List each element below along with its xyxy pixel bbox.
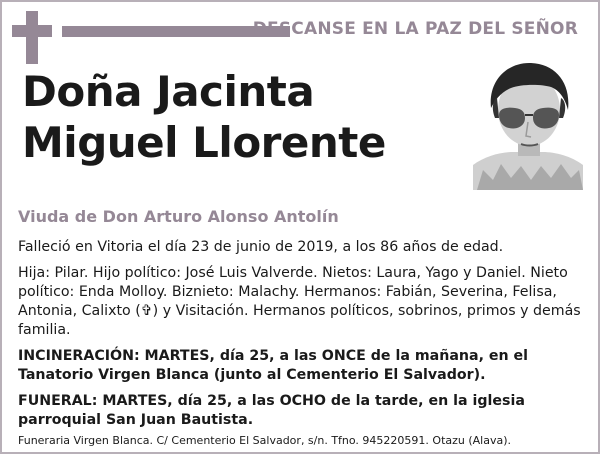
latin-cross-icon: ✞ <box>140 303 153 319</box>
portrait-photo <box>473 60 583 190</box>
funeral-notice: FUNERAL: MARTES, día 25, a las OCHO de la tarde, en la iglesia parroquial San Juan Bautista. <box>18 393 525 428</box>
header-title: DESCANSE EN LA PAZ DEL SEÑOR <box>252 19 578 39</box>
name-line-1: Doña Jacinta <box>22 67 315 116</box>
name-line-2: Miguel Llorente <box>22 118 386 167</box>
funeral-home-footer: Funeraria Virgen Blanca. C/ Cementerio El Salvador, s/n. Tfno. 945220591. Otazu (Alava). <box>18 434 512 447</box>
portrait-image <box>473 60 583 190</box>
cross-icon-bar <box>12 25 52 37</box>
cross-icon <box>26 11 38 64</box>
family-list <box>18 264 588 340</box>
widow-subtitle: Viuda de Don Arturo Alonso Antolín <box>18 207 339 226</box>
death-notice: Falleció en Vitoria el día 23 de junio de 2019, a los 86 años de edad. <box>18 239 504 255</box>
deceased-name <box>22 66 386 168</box>
cremation-notice: INCINERACIÓN: MARTES, día 25, a las ONCE de la mañana, en el Tanatorio Virgen Blanca (junto al Cementerio El Salvador). <box>18 348 529 383</box>
family-text-2: ) y Visitación. Hermanos políticos, sobrinos, primos y demás familia. <box>18 303 581 338</box>
obituary-body <box>18 238 588 437</box>
family-text-1: Hija: Pilar. Hijo político: José Luis Valverde. Nietos: Laura, Yago y Daniel. Nieto político: Enda Molloy. Biznieto: Malachy. Hermanos: Fabián, Severina, Felisa, Antonia, Calixto ( <box>18 265 568 319</box>
